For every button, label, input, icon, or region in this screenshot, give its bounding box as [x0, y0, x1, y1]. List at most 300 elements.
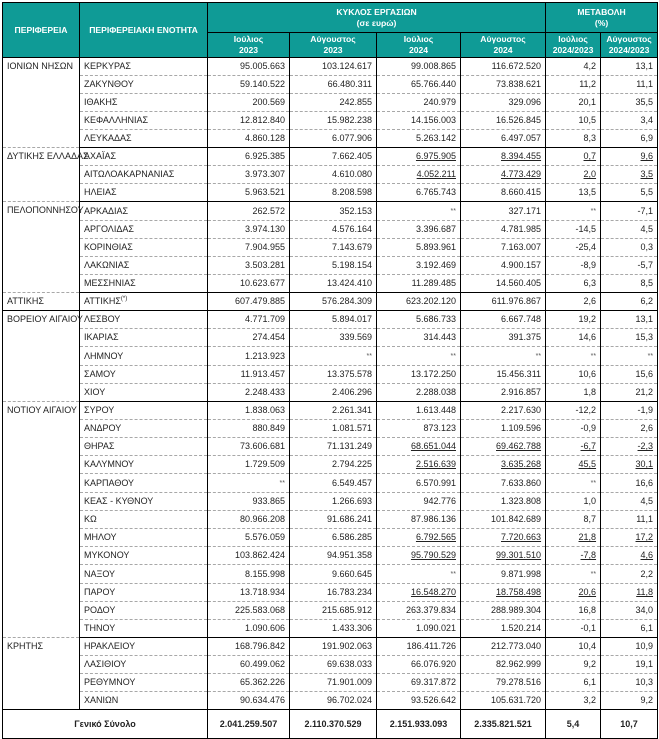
turnover-value	[208, 275, 290, 293]
change-value	[546, 184, 601, 202]
turnover-value	[290, 311, 377, 329]
turnover-value	[377, 58, 461, 76]
turnover-value	[290, 584, 377, 602]
unit-name: ΝΑΞΟΥ	[84, 568, 116, 579]
header-col-period: Αύγουστος	[310, 34, 356, 44]
turnover-value	[290, 202, 377, 221]
table-row	[3, 638, 658, 656]
cell-text: 65.362.226	[239, 677, 285, 687]
table-row	[3, 529, 658, 547]
unit-name: ΙΚΑΡΙΑΣ	[84, 332, 119, 342]
change-value	[601, 130, 658, 148]
turnover-value	[461, 638, 546, 656]
turnover-value	[290, 565, 377, 584]
change-value	[546, 456, 601, 474]
cell-text: 16.526.845	[496, 115, 542, 125]
cell-text: 91.686.241	[326, 514, 372, 524]
header-turnover	[208, 3, 546, 33]
cell-text: 96.702.024	[326, 695, 372, 705]
change-value	[601, 456, 658, 474]
cell-text: 14.156.003	[410, 115, 456, 125]
change-value	[601, 94, 658, 112]
cell-text: 71.131.249	[326, 441, 372, 451]
cell-text: 103.124.617	[321, 61, 372, 71]
change-value	[601, 329, 658, 347]
turnover-value	[290, 420, 377, 438]
turnover-value	[208, 130, 290, 148]
cell-text: 66.076.920	[410, 659, 456, 669]
cell-text: 5.576.059	[244, 532, 285, 542]
turnover-value	[290, 221, 377, 239]
cell-text: 8,3	[583, 133, 597, 143]
change-value	[601, 692, 658, 710]
footnote-marker: (*)	[120, 296, 128, 302]
cell-text: 14.560.405	[496, 278, 542, 288]
turnover-value	[377, 311, 461, 329]
table-row	[3, 366, 658, 384]
cell-text: 288.989.304	[490, 605, 542, 615]
header-col-period: Ιούλιος	[403, 34, 434, 44]
turnover-value	[377, 493, 461, 511]
cell-text: 6.925.385	[244, 151, 285, 161]
cell-text: 3,5	[640, 169, 654, 179]
unit-name: ΚΕΦΑΛΛΗΝΙΑΣ	[84, 115, 149, 125]
turnover-value	[377, 166, 461, 184]
table-row	[3, 438, 658, 456]
turnover-value	[377, 184, 461, 202]
unit-cell	[80, 112, 208, 130]
cell-text: 186.411.726	[406, 641, 456, 651]
turnover-value	[208, 674, 290, 692]
change-value	[601, 293, 658, 311]
cell-text: 352.153	[339, 205, 372, 216]
unit-name: ΜΕΣΣΗΝΙΑΣ	[84, 278, 136, 288]
cell-text: 339.569	[339, 332, 372, 342]
change-value	[601, 148, 658, 166]
change-value	[546, 76, 601, 94]
unit-cell	[80, 692, 208, 710]
total-turnover-value: 2.151.933.093	[377, 710, 461, 739]
cell-text: 5,5	[640, 187, 654, 197]
turnover-value	[208, 311, 290, 329]
turnover-value	[461, 474, 546, 493]
cell-text: 1.109.596	[501, 423, 542, 433]
change-value	[546, 674, 601, 692]
turnover-value	[377, 257, 461, 275]
unit-name: ΚΑΡΠΑΘΟΥ	[84, 477, 135, 488]
unit-name: ΑΝΔΡΟΥ	[84, 423, 122, 433]
turnover-value	[208, 474, 290, 493]
cell-text: 611.976.867	[491, 296, 542, 306]
cell-text: 4.052.211	[416, 169, 456, 179]
change-value	[546, 565, 601, 584]
cell-text: 1.323.808	[501, 496, 542, 506]
turnover-value	[377, 366, 461, 384]
turnover-value	[208, 347, 290, 366]
cell-text: 30,1	[635, 459, 654, 469]
cell-text: 69.317.872	[410, 677, 456, 687]
unit-cell	[80, 620, 208, 638]
cell-text: 9.871.998	[501, 568, 542, 579]
unit-cell	[80, 347, 208, 366]
turnover-value	[377, 656, 461, 674]
cell-text: 1.729.509	[244, 459, 285, 469]
cell-text: -0,1	[580, 623, 597, 633]
change-value	[546, 584, 601, 602]
turnover-value	[377, 529, 461, 547]
cell-text: 66.480.311	[327, 79, 372, 89]
turnover-value	[461, 547, 546, 565]
total-turnover-value: 2.110.370.529	[290, 710, 377, 739]
table-row	[3, 565, 658, 584]
cell-text: 1.090.606	[244, 623, 285, 633]
cell-text: 4,5	[640, 224, 654, 234]
table-row	[3, 547, 658, 565]
change-value	[601, 547, 658, 565]
cell-text: 9,2	[640, 695, 654, 705]
turnover-value	[461, 202, 546, 221]
cell-text: **	[366, 353, 372, 360]
turnover-value	[461, 529, 546, 547]
region-cell: ΑΤΤΙΚΗΣ	[3, 293, 80, 311]
turnover-value	[290, 620, 377, 638]
cell-text: -7,8	[580, 550, 597, 560]
turnover-value	[208, 529, 290, 547]
cell-text: 79.278.516	[496, 677, 542, 687]
turnover-value	[290, 438, 377, 456]
header-unit: ΠΕΡΙΦΕΡΕΙΑΚΗ ΕΝΟΤΗΤΑ	[80, 3, 208, 58]
header-turnover-unit: (σε ευρώ)	[356, 17, 397, 28]
turnover-value	[461, 565, 546, 584]
table-row	[3, 112, 658, 130]
change-value	[546, 529, 601, 547]
turnover-value	[290, 384, 377, 402]
cell-text: 10,3	[635, 677, 654, 687]
cell-text: 11,1	[636, 514, 654, 524]
cell-text: 11,2	[579, 79, 597, 89]
cell-text: 6.765.743	[415, 187, 456, 197]
change-value	[546, 293, 601, 311]
header-col-period: Αύγουστος	[606, 34, 652, 44]
cell-text: 15.456.311	[496, 369, 542, 379]
cell-text: 10.623.677	[239, 278, 285, 288]
turnover-value	[377, 94, 461, 112]
cell-text: 9.660.645	[331, 568, 372, 579]
turnover-value	[377, 565, 461, 584]
cell-text: 942.776	[423, 496, 456, 506]
header-col-2	[377, 33, 461, 58]
turnover-value	[461, 438, 546, 456]
unit-name: ΖΑΚΥΝΘΟΥ	[84, 79, 134, 89]
table-row	[3, 257, 658, 275]
turnover-value	[461, 620, 546, 638]
turnover-value	[461, 148, 546, 166]
cell-text: **	[590, 480, 597, 487]
change-value	[601, 638, 658, 656]
turnover-value	[208, 76, 290, 94]
unit-cell	[80, 384, 208, 402]
cell-text: 5.686.733	[415, 314, 456, 324]
unit-cell	[80, 329, 208, 347]
turnover-value	[290, 674, 377, 692]
turnover-value	[461, 366, 546, 384]
unit-name: ΧΙΟΥ	[84, 387, 106, 397]
unit-name: ΙΘΑΚΗΣ	[84, 97, 118, 107]
cell-text: 2.794.225	[331, 459, 372, 469]
cell-text: 13.172.250	[410, 369, 456, 379]
cell-text: -25,4	[575, 242, 597, 252]
cell-text: **	[647, 353, 654, 360]
cell-text: 19,1	[635, 659, 654, 669]
turnover-value	[290, 474, 377, 493]
region-cell: ΔΥΤΙΚΗΣ ΕΛΛΑΔΑΣ	[3, 148, 80, 202]
change-value	[546, 620, 601, 638]
turnover-value	[208, 329, 290, 347]
turnover-value	[208, 184, 290, 202]
total-row	[3, 710, 658, 739]
unit-name: ΚΟΡΙΝΘΙΑΣ	[84, 242, 133, 252]
turnover-value	[208, 438, 290, 456]
cell-text: 4,2	[583, 61, 597, 71]
cell-text: 73.838.621	[496, 79, 542, 89]
change-value	[601, 438, 658, 456]
region-cell: ΝΟΤΙΟΥ ΑΙΓΑΙΟΥ	[3, 402, 80, 638]
turnover-value	[208, 166, 290, 184]
turnover-value	[377, 148, 461, 166]
change-value	[601, 529, 658, 547]
turnover-value	[208, 456, 290, 474]
change-value	[546, 347, 601, 366]
header-region: ΠΕΡΙΦΕΡΕΙΑ	[3, 3, 80, 58]
cell-text: 16,8	[578, 605, 597, 615]
turnover-value	[290, 529, 377, 547]
turnover-value	[461, 384, 546, 402]
unit-cell	[80, 257, 208, 275]
turnover-table	[2, 2, 658, 739]
cell-text: **	[535, 353, 542, 360]
unit-cell	[80, 239, 208, 257]
turnover-value	[208, 620, 290, 638]
change-value	[546, 148, 601, 166]
table-row	[3, 384, 658, 402]
cell-text: **	[590, 353, 597, 360]
change-value	[546, 329, 601, 347]
cell-text: 7.143.679	[331, 242, 372, 252]
cell-text: 314.443	[423, 332, 456, 342]
cell-text: 3,2	[583, 695, 597, 705]
unit-name: ΗΛΕΙΑΣ	[84, 187, 117, 197]
change-value	[546, 656, 601, 674]
change-value	[601, 402, 658, 420]
table-row	[3, 311, 658, 329]
unit-name: ΤΗΝΟΥ	[84, 623, 116, 633]
change-value	[601, 493, 658, 511]
cell-text: 873.123	[423, 423, 456, 433]
cell-text: 329.096	[508, 97, 542, 107]
cell-text: 93.526.642	[410, 695, 456, 705]
turnover-value	[290, 112, 377, 130]
unit-name: ΗΡΑΚΛΕΙΟΥ	[84, 641, 136, 651]
table-row	[3, 329, 658, 347]
table-row	[3, 130, 658, 148]
change-value	[546, 547, 601, 565]
cell-text: 18.758.498	[496, 587, 542, 597]
change-value	[601, 620, 658, 638]
unit-name: ΚΕΡΚΥΡΑΣ	[84, 61, 131, 71]
change-value	[601, 76, 658, 94]
cell-text: 2.406.296	[331, 387, 372, 397]
cell-text: -5,7	[637, 260, 654, 270]
turnover-value	[461, 692, 546, 710]
cell-text: 94.951.358	[326, 550, 372, 560]
table-row	[3, 166, 658, 184]
change-value	[546, 166, 601, 184]
turnover-value	[208, 420, 290, 438]
cell-text: 7.904.955	[244, 242, 285, 252]
cell-text: 69.638.033	[326, 659, 372, 669]
header-col-year: 2023	[238, 45, 259, 55]
table-row	[3, 202, 658, 221]
header-col-year: 2023	[323, 45, 343, 55]
cell-text: 4.773.429	[501, 169, 542, 179]
cell-text: 2.248.433	[244, 387, 285, 397]
cell-text: 20,1	[578, 97, 597, 107]
cell-text: 3.503.281	[244, 260, 285, 270]
header-change-title: ΜΕΤΑΒΟΛΗ	[577, 6, 626, 17]
turnover-value	[461, 602, 546, 620]
change-value	[546, 311, 601, 329]
turnover-value	[208, 602, 290, 620]
turnover-value	[461, 58, 546, 76]
cell-text: 262.572	[252, 205, 285, 216]
turnover-value	[377, 347, 461, 366]
cell-text: 35,5	[635, 97, 654, 107]
cell-text: 71.901.009	[326, 677, 372, 687]
header-col-3	[461, 33, 546, 58]
turnover-value	[208, 692, 290, 710]
cell-text: 2,2	[640, 568, 654, 579]
cell-text: 191.902.063	[321, 641, 372, 651]
change-value	[601, 239, 658, 257]
turnover-value	[290, 76, 377, 94]
unit-name: ΛΗΜΝΟΥ	[84, 350, 124, 361]
unit-name: ΑΡΚΑΔΙΑΣ	[84, 205, 129, 216]
cell-text: 99.301.510	[496, 550, 542, 560]
change-value	[601, 221, 658, 239]
cell-text: 225.583.068	[234, 605, 285, 615]
turnover-value	[461, 511, 546, 529]
region-cell: ΠΕΛΟΠΟΝΝΗΣΟΥ	[3, 202, 80, 293]
turnover-value	[290, 638, 377, 656]
turnover-value	[461, 293, 546, 311]
change-value	[546, 257, 601, 275]
unit-name: ΑΤΤΙΚΗΣ	[84, 296, 121, 306]
turnover-value	[290, 547, 377, 565]
change-value	[546, 384, 601, 402]
cell-text: 69.462.788	[496, 441, 542, 451]
turnover-value	[461, 402, 546, 420]
header-col-period: Ιούλιος	[558, 34, 588, 44]
cell-text: 4,5	[640, 496, 654, 506]
unit-name: ΑΧΑΪΑΣ	[84, 151, 117, 161]
unit-name: ΘΗΡΑΣ	[84, 441, 115, 451]
turnover-value	[377, 692, 461, 710]
header-col-period: Αύγουστος	[480, 34, 526, 44]
turnover-value	[290, 511, 377, 529]
turnover-value	[461, 493, 546, 511]
header-col-year: 2024/2023	[552, 45, 594, 55]
turnover-value	[290, 692, 377, 710]
table-row	[3, 275, 658, 293]
cell-text: **	[450, 353, 456, 360]
cell-text: 3.192.469	[415, 260, 456, 270]
cell-text: 13.718.934	[239, 587, 285, 597]
cell-text: 6,2	[640, 296, 654, 306]
cell-text: 15,6	[635, 369, 654, 379]
change-value	[601, 202, 658, 221]
change-value	[601, 347, 658, 366]
cell-text: 10,9	[635, 641, 654, 651]
cell-text: 8.660.415	[501, 187, 542, 197]
turnover-value	[290, 148, 377, 166]
cell-text: 10,5	[578, 115, 597, 125]
cell-text: 11.289.485	[411, 278, 456, 288]
unit-cell	[80, 638, 208, 656]
change-value	[601, 511, 658, 529]
change-value	[601, 584, 658, 602]
turnover-value	[208, 257, 290, 275]
cell-text: 3.974.130	[244, 224, 285, 234]
unit-cell	[80, 420, 208, 438]
turnover-value	[377, 602, 461, 620]
turnover-value	[208, 221, 290, 239]
change-value	[546, 438, 601, 456]
unit-name: ΣΑΜΟΥ	[84, 369, 116, 379]
unit-cell	[80, 221, 208, 239]
turnover-value	[461, 221, 546, 239]
turnover-value	[377, 112, 461, 130]
cell-text: 4.860.128	[244, 133, 285, 143]
cell-text: 212.773.040	[490, 641, 542, 651]
table-row	[3, 584, 658, 602]
cell-text: 2.288.038	[415, 387, 456, 397]
header-col-1	[290, 33, 377, 58]
turnover-value	[208, 94, 290, 112]
cell-text: 95.790.529	[410, 550, 456, 560]
unit-name: ΡΟΔΟΥ	[84, 605, 116, 615]
table-row	[3, 692, 658, 710]
cell-text: 5.263.142	[415, 133, 456, 143]
table-row	[3, 347, 658, 366]
turnover-value	[377, 402, 461, 420]
cell-text: 65.766.440	[410, 79, 456, 89]
turnover-value	[461, 584, 546, 602]
turnover-value	[461, 311, 546, 329]
total-turnover-value: 2.335.821.521	[461, 710, 546, 739]
cell-text: 4.576.164	[331, 224, 372, 234]
unit-cell	[80, 311, 208, 329]
cell-text: 5.894.017	[331, 314, 372, 324]
cell-text: **	[590, 208, 597, 215]
cell-text: 15,3	[635, 332, 654, 342]
cell-text: 16,6	[635, 477, 654, 488]
turnover-value	[290, 493, 377, 511]
cell-text: 11.913.457	[240, 369, 285, 379]
cell-text: 7.163.007	[501, 242, 542, 252]
cell-text: 82.962.999	[496, 659, 542, 669]
turnover-value	[377, 547, 461, 565]
cell-text: 4.781.985	[501, 224, 542, 234]
